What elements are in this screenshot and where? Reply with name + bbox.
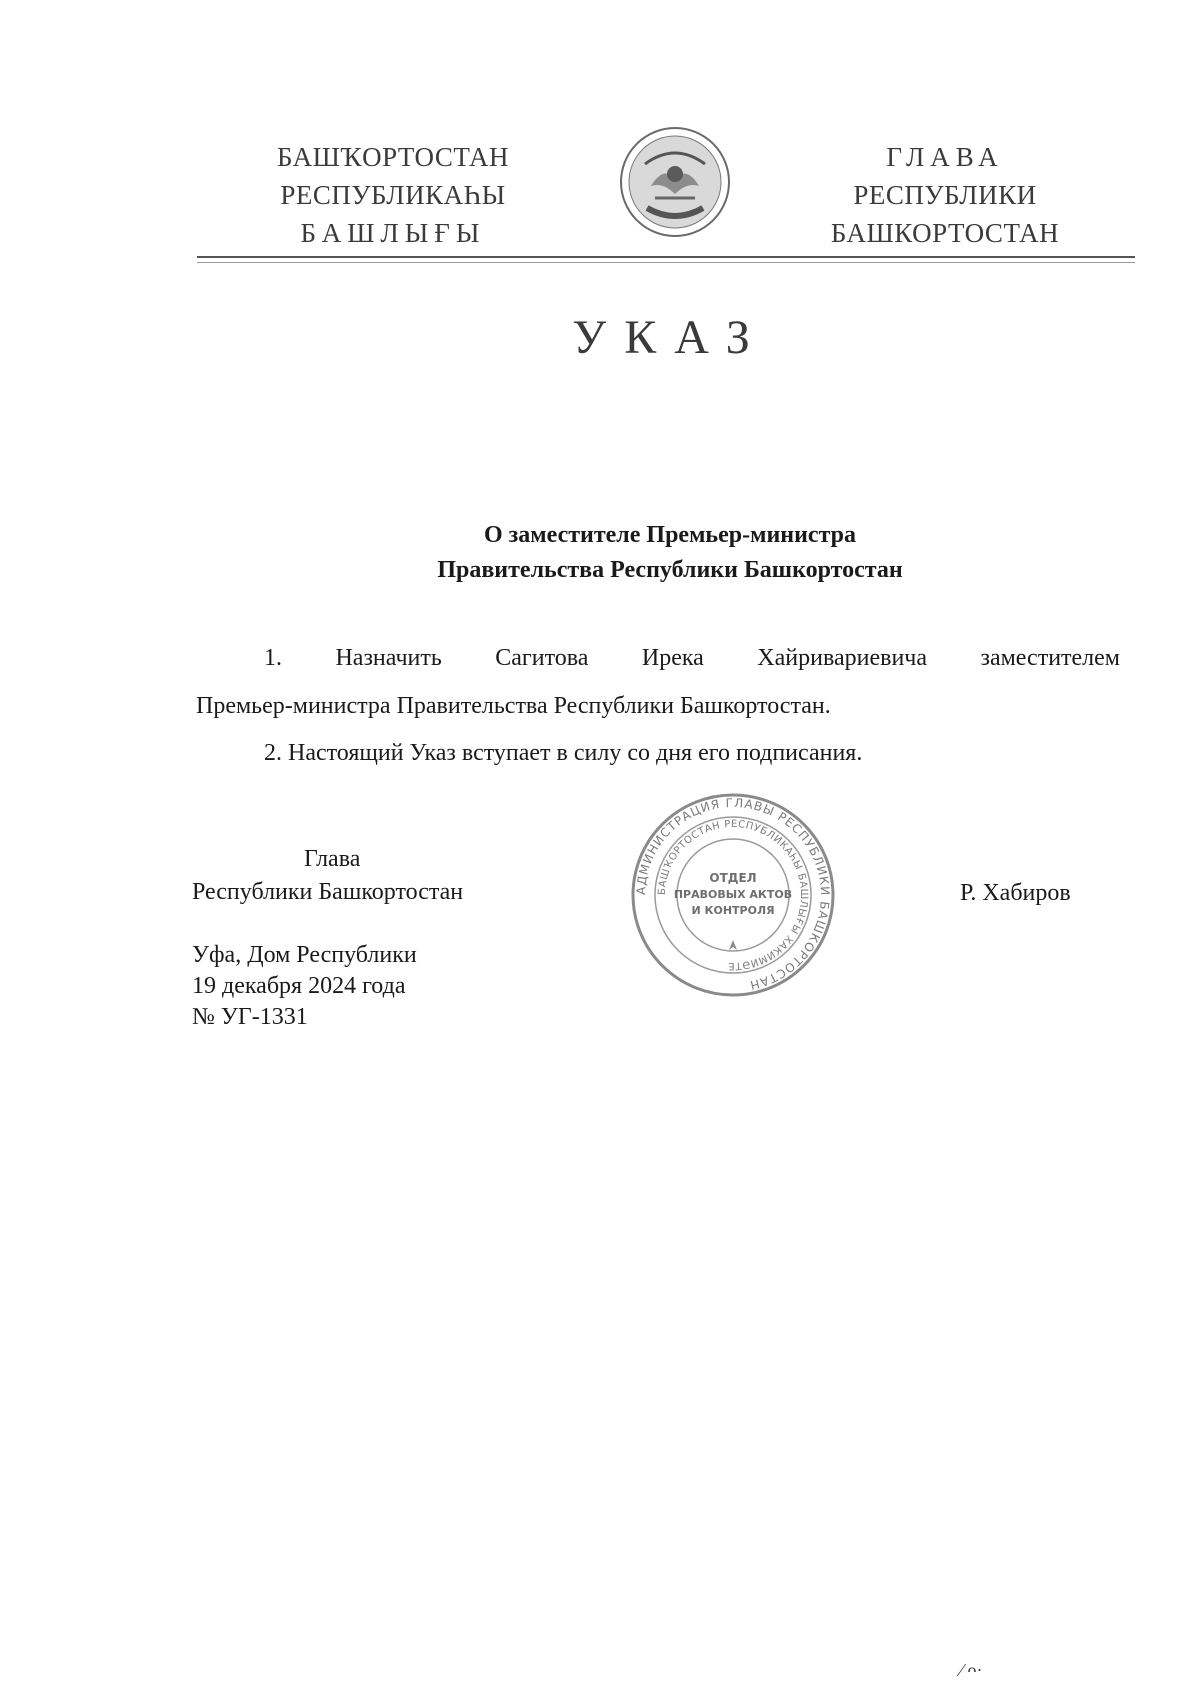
stamp-center-line-3: И КОНТРОЛЯ [691, 904, 775, 917]
signatory-position [192, 843, 463, 909]
header-left-bashkir [228, 138, 558, 252]
stamp-outer-text: АДМИНИСТРАЦИЯ ГЛАВЫ РЕСПУБЛИКИ БАШКОРТОСТАН [633, 795, 833, 993]
paragraph-2: 2. Настоящий Указ вступает в силу со дня его подписания. [264, 740, 863, 766]
header-divider-thin [197, 262, 1135, 263]
paragraph-1-line-2: Премьер-министра Правительства Республики Башкортостан. [196, 693, 831, 719]
issuance-details [192, 940, 417, 1033]
document-type-heading: УКАЗ [572, 311, 768, 364]
stamp-center-line-1: ОТДЕЛ [709, 871, 757, 885]
handwritten-corner-marks: ⁄ ᴖ· [960, 1660, 983, 1680]
header-left-line-3: БАШЛЫҒЫ [300, 218, 486, 248]
header-right-russian [795, 138, 1095, 252]
stamp-center-line-2: ПРАВОВЫХ АКТОВ [673, 888, 793, 901]
signatory-name: Р. Хабиров [960, 880, 1071, 906]
signatory-position-line-1: Глава [304, 846, 361, 872]
issuance-place: Уфа, Дом Республики [192, 942, 417, 968]
official-stamp-seal [628, 790, 838, 1000]
document-title [360, 518, 980, 588]
title-line-1: О заместителе Премьер-министра [483, 522, 857, 548]
issuance-number: № УГ-1331 [192, 1004, 308, 1030]
stamp-star-icon [729, 940, 737, 950]
header-right-line-1: ГЛАВА [886, 142, 1004, 172]
header-right-line-3: БАШКОРТОСТАН [830, 218, 1060, 248]
paragraph-1-line-1: 1. Назначить Сагитова Ирека Хайривариевича заместителем [264, 645, 1120, 671]
header-left-line-1: БАШҠОРТОСТАН [276, 142, 510, 172]
signatory-position-line-2: Республики Башкортостан [192, 879, 464, 905]
header-right-line-2: РЕСПУБЛИКИ [853, 180, 1037, 210]
header-divider [197, 256, 1135, 258]
issuance-date: 19 декабря 2024 года [192, 973, 406, 999]
header-left-line-2: РЕСПУБЛИКАҺЫ [280, 180, 506, 210]
title-line-2: Правительства Республики Башкортостан [437, 557, 903, 583]
stamp-inner-text: БАШҠОРТОСТАН РЕСПУБЛИКАҺЫ БАШЛЫҒЫ ХАКИМИӘТЕ [656, 818, 810, 972]
coat-of-arms-emblem-icon [617, 124, 733, 240]
